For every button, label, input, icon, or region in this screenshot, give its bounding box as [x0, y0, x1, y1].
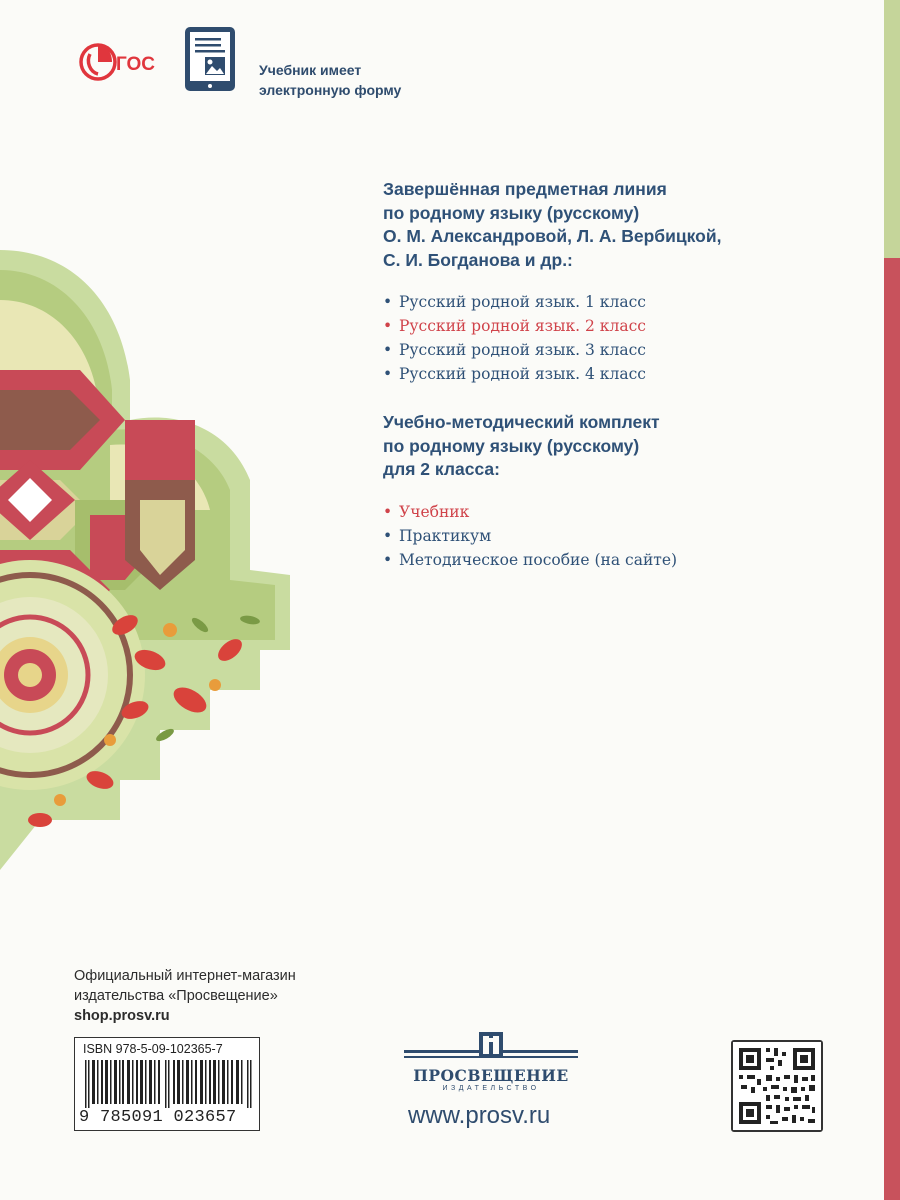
kit-list-item [383, 524, 721, 548]
kit-list-item-current [383, 500, 721, 524]
kit-item-label: Методическое пособие (на сайте) [399, 550, 678, 569]
shop-url-link[interactable]: shop.prosv.ru [74, 1008, 170, 1024]
bullet: • [383, 293, 393, 311]
publisher-logo [404, 1030, 578, 1092]
publisher-subtitle: ИЗДАТЕЛЬСТВО [442, 1085, 540, 1092]
shop-line2: издательства «Просвещение» [74, 988, 278, 1004]
bullet: • [383, 550, 393, 569]
kit-item-label: Практикум [399, 526, 492, 545]
isbn-digits: 9 785091 023657 [79, 1108, 237, 1127]
series-list-item [383, 290, 721, 314]
ebook-caption-line1: Учебник имеет [259, 62, 362, 78]
bullet: • [383, 341, 393, 359]
fgos-logo-text: ГОС [116, 54, 156, 75]
series-item-label: Русский родной язык. 1 класс [399, 293, 646, 311]
content-block [383, 178, 721, 572]
series-item-label: Русский родной язык. 3 класс [399, 341, 646, 359]
ebook-caption-line2: электронную форму [259, 82, 402, 98]
series-heading-line: С. И. Богданова и др.: [383, 249, 573, 270]
ebook-caption [259, 60, 401, 100]
edge-stripe-green [884, 0, 900, 258]
kit-heading-line: для 2 класса: [383, 459, 500, 479]
fgos-logo [78, 40, 158, 84]
kit-list-item [383, 548, 721, 572]
bullet: • [383, 502, 393, 521]
folk-ornament-illustration [0, 230, 300, 880]
isbn-barcode-box [74, 1037, 260, 1131]
bullet: • [383, 317, 393, 335]
series-item-label: Русский родной язык. 2 класс [399, 317, 646, 335]
series-heading-line: О. М. Александровой, Л. А. Вербицкой, [383, 226, 722, 246]
series-list-item-current [383, 314, 721, 338]
bullet: • [383, 526, 393, 545]
kit-heading [383, 411, 721, 482]
publisher-name: ПРОСВЕЩЕНИЕ [413, 1066, 569, 1085]
series-list-item [383, 338, 721, 362]
series-heading-line: Завершённая предметная линия [383, 179, 667, 199]
series-list-item [383, 362, 721, 386]
series-list [383, 290, 721, 386]
barcode-icon [85, 1060, 253, 1108]
shop-info [74, 966, 296, 1026]
series-item-label: Русский родной язык. 4 класс [399, 365, 646, 383]
bullet: • [383, 365, 393, 383]
kit-heading-line: по родному языку (русскому) [383, 435, 640, 456]
isbn-label: ISBN 978-5-09-102365-7 [83, 1042, 223, 1056]
tablet-icon [184, 26, 236, 92]
kit-heading-line: Учебно-методический комплект [383, 412, 660, 432]
qr-code-icon [731, 1040, 823, 1132]
kit-item-label: Учебник [399, 502, 470, 521]
series-heading [383, 178, 721, 272]
publisher-emblem-icon [404, 1030, 578, 1064]
publisher-url-link[interactable]: www.prosv.ru [408, 1102, 551, 1129]
edge-stripe-red [884, 258, 900, 1200]
kit-list [383, 500, 721, 572]
shop-line1: Официальный интернет-магазин [74, 968, 296, 984]
series-heading-line: по родному языку (русскому) [383, 202, 640, 223]
